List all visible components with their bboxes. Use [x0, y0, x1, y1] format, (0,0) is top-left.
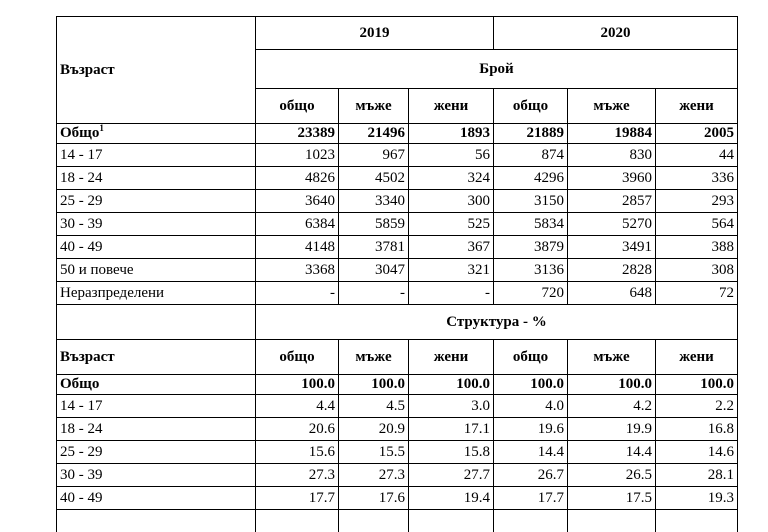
- cell: 564: [656, 213, 738, 236]
- age-column-header: Възраст: [57, 340, 256, 375]
- count-total-row: [57, 124, 738, 144]
- table-row: [57, 236, 738, 259]
- cell: 324: [409, 167, 494, 190]
- cell: 5834: [494, 213, 568, 236]
- cell: 2828: [568, 259, 656, 282]
- cell: -: [256, 282, 339, 305]
- cell: 3.0: [409, 395, 494, 418]
- year-2020-header: 2020: [494, 17, 738, 50]
- table-row: [57, 464, 738, 487]
- row-label: 14 - 17: [57, 395, 256, 418]
- cell: 4.4: [256, 395, 339, 418]
- cell: 100.0: [409, 375, 494, 395]
- cell: 72: [656, 282, 738, 305]
- col-header-women: жени: [409, 340, 494, 375]
- cell: 3879: [494, 236, 568, 259]
- cell: 2.2: [656, 395, 738, 418]
- table-row: [57, 487, 738, 510]
- cell: 17.7: [256, 487, 339, 510]
- row-label: 18 - 24: [57, 418, 256, 441]
- row-label: 18 - 24: [57, 167, 256, 190]
- col-header-women: жени: [656, 89, 738, 124]
- table-row: [57, 282, 738, 305]
- cell: 5859: [339, 213, 409, 236]
- cell: 4296: [494, 167, 568, 190]
- cell: 4.0: [494, 395, 568, 418]
- cell: 3491: [568, 236, 656, 259]
- table-row: [57, 441, 738, 464]
- cell: 44: [656, 144, 738, 167]
- cell: 21889: [494, 124, 568, 144]
- cell: 1023: [256, 144, 339, 167]
- cell: 1893: [409, 124, 494, 144]
- cell: 28.1: [656, 464, 738, 487]
- cell: 300: [409, 190, 494, 213]
- col-header-total: общо: [256, 340, 339, 375]
- count-section-header: Брой: [256, 50, 738, 89]
- cell: 14.4: [568, 441, 656, 464]
- cell: 27.3: [256, 464, 339, 487]
- cell: 15.6: [256, 441, 339, 464]
- cell: 525: [409, 213, 494, 236]
- cell: 4826: [256, 167, 339, 190]
- cell: 17.7: [494, 487, 568, 510]
- cell: 367: [409, 236, 494, 259]
- cell: 3368: [256, 259, 339, 282]
- cell: 293: [656, 190, 738, 213]
- row-label: Неразпределени: [57, 282, 256, 305]
- cell: 15.8: [409, 441, 494, 464]
- cell: 4.5: [339, 395, 409, 418]
- cell: 3960: [568, 167, 656, 190]
- cell: 19.9: [568, 418, 656, 441]
- cell: 19884: [568, 124, 656, 144]
- cell: 3640: [256, 190, 339, 213]
- cell: 20.9: [339, 418, 409, 441]
- col-header-total: общо: [494, 89, 568, 124]
- col-header-women: жени: [409, 89, 494, 124]
- cell: 4502: [339, 167, 409, 190]
- cell: 3340: [339, 190, 409, 213]
- row-label: 30 - 39: [57, 464, 256, 487]
- table-row: [57, 395, 738, 418]
- empty-cell: [57, 305, 256, 340]
- cell: 2857: [568, 190, 656, 213]
- cell: 874: [494, 144, 568, 167]
- cell: 19.3: [656, 487, 738, 510]
- row-label: 40 - 49: [57, 236, 256, 259]
- cell: 100.0: [656, 375, 738, 395]
- cell: 15.5: [339, 441, 409, 464]
- row-label: 30 - 39: [57, 213, 256, 236]
- cell: 100.0: [256, 375, 339, 395]
- cell: 26.7: [494, 464, 568, 487]
- cell: 5270: [568, 213, 656, 236]
- cell: 4.2: [568, 395, 656, 418]
- table-row-cut-off: [57, 510, 738, 532]
- cell: 17.6: [339, 487, 409, 510]
- cell: 3047: [339, 259, 409, 282]
- cell: [339, 510, 409, 532]
- col-header-men: мъже: [568, 340, 656, 375]
- structure-section-header: Структура - %: [256, 305, 738, 340]
- cell: 27.3: [339, 464, 409, 487]
- row-label: Общо: [57, 375, 256, 395]
- cell: 14.6: [656, 441, 738, 464]
- cell: 26.5: [568, 464, 656, 487]
- cell: 6384: [256, 213, 339, 236]
- cell: 14.4: [494, 441, 568, 464]
- col-header-men: мъже: [339, 340, 409, 375]
- cell: 321: [409, 259, 494, 282]
- cell: [568, 510, 656, 532]
- cell: 20.6: [256, 418, 339, 441]
- cell: [256, 510, 339, 532]
- cell: 17.5: [568, 487, 656, 510]
- col-header-total: общо: [494, 340, 568, 375]
- row-label: 25 - 29: [57, 190, 256, 213]
- col-header-total: общо: [256, 89, 339, 124]
- row-label: 25 - 29: [57, 441, 256, 464]
- cell: 100.0: [494, 375, 568, 395]
- table-row: [57, 259, 738, 282]
- cell: 3150: [494, 190, 568, 213]
- cell: 3781: [339, 236, 409, 259]
- year-2019-header: 2019: [256, 17, 494, 50]
- cell: 100.0: [339, 375, 409, 395]
- cell: [656, 510, 738, 532]
- cell: 967: [339, 144, 409, 167]
- cell: 17.1: [409, 418, 494, 441]
- cell: [494, 510, 568, 532]
- cell: -: [339, 282, 409, 305]
- col-header-women: жени: [656, 340, 738, 375]
- cell: 21496: [339, 124, 409, 144]
- row-label: Общо$^1$: [57, 124, 256, 144]
- cell: 2005: [656, 124, 738, 144]
- cell: 720: [494, 282, 568, 305]
- age-column-header: Възраст: [57, 17, 256, 124]
- cell: 4148: [256, 236, 339, 259]
- cell: 336: [656, 167, 738, 190]
- cell: 648: [568, 282, 656, 305]
- cell: 23389: [256, 124, 339, 144]
- cell: 27.7: [409, 464, 494, 487]
- cell: 100.0: [568, 375, 656, 395]
- cell: 16.8: [656, 418, 738, 441]
- structure-total-row: [57, 375, 738, 395]
- row-label: 40 - 49: [57, 487, 256, 510]
- row-label: 50 и повече: [57, 259, 256, 282]
- row-label: 14 - 17: [57, 144, 256, 167]
- cell: 308: [656, 259, 738, 282]
- table-row: [57, 190, 738, 213]
- col-header-men: мъже: [568, 89, 656, 124]
- cell: [409, 510, 494, 532]
- age-structure-table: [56, 16, 738, 532]
- table-row: [57, 167, 738, 190]
- cell: 388: [656, 236, 738, 259]
- cell: 56: [409, 144, 494, 167]
- col-header-men: мъже: [339, 89, 409, 124]
- table-row: [57, 144, 738, 167]
- table-row: [57, 213, 738, 236]
- cell: 3136: [494, 259, 568, 282]
- row-label: [57, 510, 256, 532]
- cell: 830: [568, 144, 656, 167]
- cell: 19.6: [494, 418, 568, 441]
- cell: 19.4: [409, 487, 494, 510]
- table-row: [57, 418, 738, 441]
- cell: -: [409, 282, 494, 305]
